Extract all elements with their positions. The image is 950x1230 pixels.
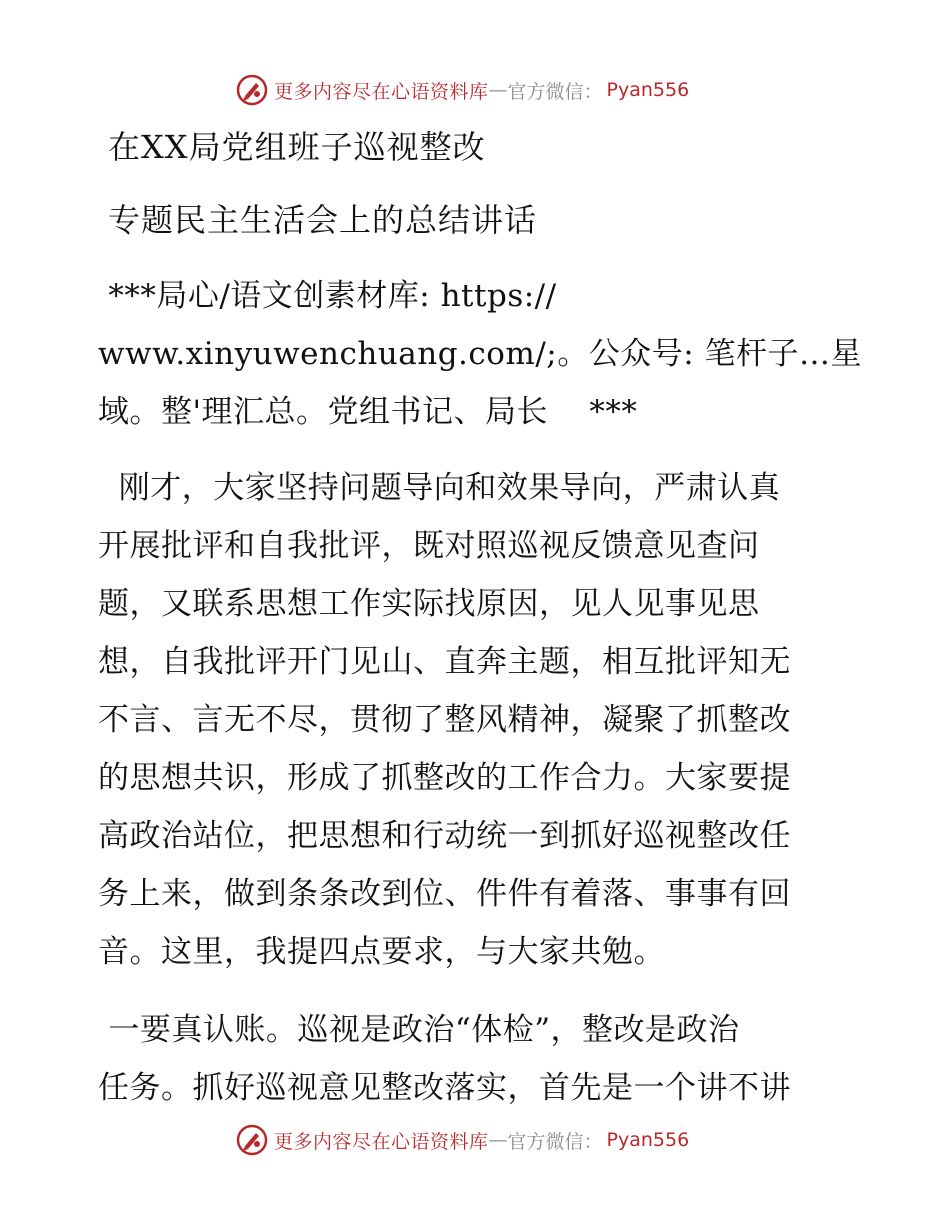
body-text-line: 高政治站位，把思想和行动统一到抓好巡视整改任 — [98, 818, 791, 854]
body-text-line: 开展批评和自我批评，既对照巡视反馈意见查问 — [98, 528, 760, 564]
byline-line: ***局心/语文创素材库: https:// — [98, 278, 557, 314]
pen-seal-icon — [236, 1124, 268, 1156]
body-text-line: 想，自我批评开门见山、直奔主题，相互批评知无 — [98, 644, 791, 680]
watermark-text: 更多内容尽在心语资料库 — [274, 80, 489, 103]
watermark-separator: — — [488, 79, 508, 101]
watermark-id: Pyan556 — [606, 79, 690, 101]
watermark-banner-bottom — [236, 1122, 689, 1158]
body-text-line: 刚才，大家坚持问题导向和效果导向，严肃认真 — [98, 470, 781, 506]
document-title-line-2: 专题民主生活会上的总结讲话 — [108, 201, 538, 239]
watermark-separator: — — [488, 1129, 508, 1151]
watermark-label: 官方微信： — [507, 80, 603, 103]
body-text-line: 题，又联系思想工作实际找原因，见人见事见思 — [98, 586, 760, 622]
document-title-line-1: 在XX局党组班子巡视整改 — [108, 128, 486, 166]
body-text-line: 务上来，做到条条改到位、件件有着落、事事有回 — [98, 876, 791, 912]
watermark-label: 官方微信： — [507, 1130, 603, 1153]
body-text-line: 不言、言无不尽，贯彻了整风精神，凝聚了抓整改 — [98, 702, 791, 738]
watermark-id: Pyan556 — [606, 1129, 690, 1151]
byline-line: www.xinyuwenchuang.com/;。公众号: 笔杆子…星 — [98, 336, 863, 372]
body-text-line: 一要真认账。巡视是政治“体检”，整改是政治 — [98, 1012, 740, 1048]
body-text-line: 任务。抓好巡视意见整改落实，首先是一个讲不讲 — [98, 1070, 791, 1106]
byline-line: 域。整'理汇总。党组书记、局长 *** — [98, 394, 638, 430]
pen-seal-icon — [236, 74, 268, 106]
watermark-text: 更多内容尽在心语资料库 — [274, 1130, 489, 1153]
body-text-line: 的思想共识，形成了抓整改的工作合力。大家要提 — [98, 760, 791, 796]
body-text-line: 音。这里，我提四点要求，与大家共勉。 — [98, 934, 665, 970]
watermark-banner-top — [236, 72, 689, 108]
